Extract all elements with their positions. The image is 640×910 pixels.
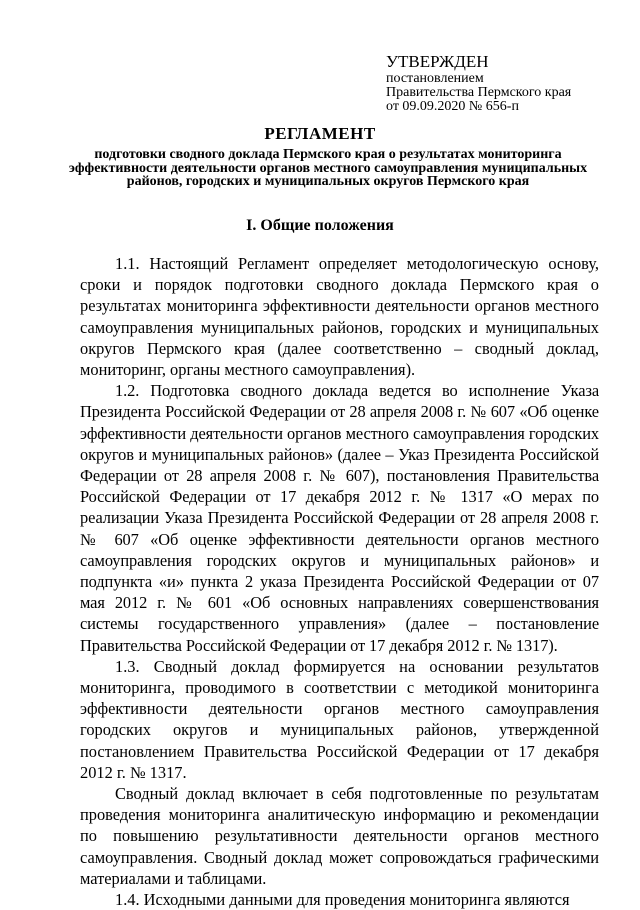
approval-heading: УТВЕРЖДЕН — [386, 52, 489, 71]
approval-line: Правительства Пермского края — [386, 85, 572, 100]
approval-line: от 09.09.2020 № 656-п — [386, 99, 519, 114]
paragraph-1-2: 1.2. Подготовка сводного доклада ведется во исполнение Указа Президента Российской Федерации от 28 апреля 2008 г. № 607 «Об оценке эффективности деятельности органов местного самоуправления городских округов и муниципальных районов» (далее – Указ Президента Российской Федерации от 28 апреля 2008 г. № 607), постановления Правительства Российской Федерации от 17 декабря 2012 г. № 1317 «О мерах по реализации Указа Президента Российской Федерации от 28 апреля 2008 г. № 607 «Об оценке эффективности деятельности органов местного самоуправления городских округов и муниципальных районов» и подпункта «и» пункта 2 указа Президента Российской Федерации от 07 мая 2012 г. № 601 «Об основных направлениях совершенствования системы государственного управления» (далее – постановление Правительства Российской Федерации от 17 декабря 2012 г. № 1317). — [80, 381, 599, 655]
paragraph-1-1: 1.1. Настоящий Регламент определяет методологическую основу, сроки и порядок подготовки сводного доклада Пермского края о результатах мониторинга эффективности деятельности органов местного самоуправления муниципальных районов, городских и муниципальных округов Пермского края (далее соответственно – сводный доклад, мониторинг, органы местного самоуправления). — [80, 254, 599, 380]
approval-line: постановлением — [386, 71, 484, 86]
paragraph-1-3: 1.3. Сводный доклад формируется на основании результатов мониторинга, проводимого в соответствии с методикой мониторинга эффективности деятельности органов местного самоуправления городских округов и муниципальных районов, утвержденной постановлением Правительства Российской Федерации от 17 декабря 2012 г. № 1317. — [80, 656, 599, 782]
paragraph-report-content: Сводный доклад включает в себя подготовленные по результатам проведения мониторинга аналитическую информацию и рекомендации по повышению результативности деятельности органов местного самоуправления. Сводный доклад может сопровождаться графическими материалами и таблицами. — [80, 784, 599, 888]
approval-stamp — [386, 52, 626, 114]
section-heading: I. Общие положения — [246, 217, 394, 234]
paragraph-1-4: 1.4. Исходными данными для проведения мониторинга являются — [115, 890, 570, 910]
document-subtitle: подготовки сводного доклада Пермского края о результатах мониторинга эффективности деятельности органов местного самоуправления муниципальных районов, городских и муниципальных округов Пермского края — [68, 147, 588, 189]
document-body — [80, 253, 599, 910]
document-title: РЕГЛАМЕНТ — [264, 124, 376, 143]
